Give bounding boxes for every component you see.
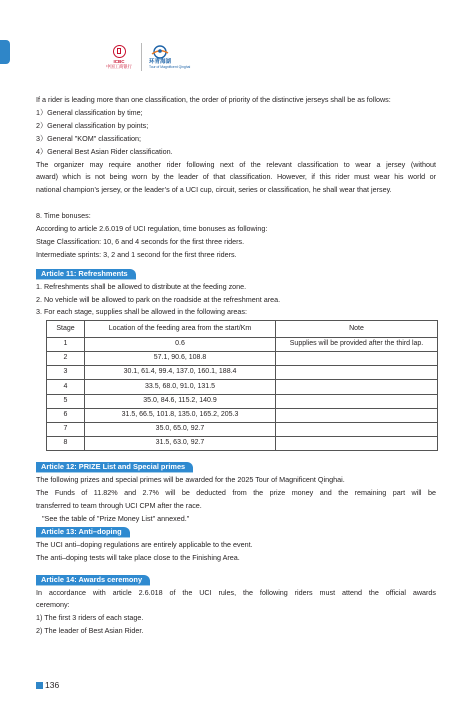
article-11-line: 1. Refreshments shall be allowed to distribute at the feeding zone. (36, 281, 247, 291)
table-row (47, 408, 438, 422)
stage-cell: 1 (47, 337, 85, 351)
stage-cell: 6 (47, 408, 85, 422)
location-cell: 31.5, 63.0, 92.7 (85, 437, 276, 451)
table-row (47, 394, 438, 408)
table-row (47, 337, 438, 351)
article-14-heading: Article 14: Awards ceremony (36, 575, 150, 586)
location-cell: 57.1, 90.6, 108.8 (85, 352, 276, 366)
location-cell: 30.1, 61.4, 99.4, 137.0, 160.1, 188.4 (85, 366, 276, 380)
page-number (36, 680, 59, 690)
article-14-line: In accordance with article 2.6.018 of the UCI rules, the following riders must attend the official awards (36, 587, 436, 597)
tour-logo-name: 环青海湖 (149, 59, 172, 65)
intro-line: award) which is not being worn by the leader of that classification. However, if this rider must wear his world or (36, 172, 436, 182)
tour-logo (149, 45, 190, 69)
note-cell: Supplies will be provided after the third lap. (276, 337, 438, 351)
article-13-line: The UCI anti–doping regulations are entirely applicable to the event. (36, 539, 253, 549)
page-marker-icon (36, 682, 43, 689)
time-bonus-line: According to article 2.6.019 of UCI regulation, time bonuses as following: (36, 224, 268, 234)
article-14-line: 1) The first 3 riders of each stage. (36, 613, 144, 623)
table-row (47, 366, 438, 380)
location-cell: 35.0, 84.6, 115.2, 140.9 (85, 394, 276, 408)
table-row (47, 380, 438, 394)
intro-line: 4）General Best Asian Rider classification. (36, 146, 173, 156)
intro-line: If a rider is leading more than one classification, the order of priority of the distinctive jerseys shall be as follows: (36, 95, 391, 104)
time-bonus-title: 8. Time bonuses: (36, 211, 91, 221)
note-cell (276, 408, 438, 422)
stage-cell: 2 (47, 352, 85, 366)
stage-cell: 4 (47, 380, 85, 394)
intro-line: 2）General classification by points; (36, 120, 149, 130)
note-cell (276, 366, 438, 380)
intro-line: The organizer may require another rider following next of the relevant classification to wear a jersey (without (36, 159, 436, 169)
icbc-emblem-icon (113, 45, 126, 58)
article-11-line: 2. No vehicle will be allowed to park on the roadside at the refreshment area. (36, 294, 281, 304)
header-divider (141, 43, 142, 71)
note-cell (276, 352, 438, 366)
tour-logo-subtitle: Tour of Magnificent Qinghai (149, 65, 191, 69)
note-cell (276, 437, 438, 451)
stage-cell: 5 (47, 394, 85, 408)
location-cell: 0.6 (85, 337, 276, 351)
page-header (104, 42, 190, 72)
icbc-logo (104, 45, 134, 69)
article-12-line: The Funds of 11.82% and 2.7% will be deducted from the prize money and the remaining part will be (36, 488, 436, 498)
stage-cell: 3 (47, 366, 85, 380)
table-header-row (47, 321, 438, 338)
article-14-line: ceremony: (36, 600, 70, 610)
note-cell (276, 394, 438, 408)
article-11-heading: Article 11: Refreshments (36, 269, 136, 280)
location-cell: 33.5, 68.0, 91.0, 131.5 (85, 380, 276, 394)
feeding-area-table (46, 320, 438, 451)
article-13-heading: Article 13: Anti–doping (36, 527, 130, 538)
note-cell (276, 423, 438, 437)
article-12-line: transferred to team through UCI CPM after the race. (36, 501, 202, 511)
edge-tab-marker (0, 40, 10, 64)
article-14-line: 2) The leader of Best Asian Rider. (36, 626, 144, 636)
page-number-text: 136 (45, 680, 60, 690)
article-12-heading: Article 12: PRIZE List and Special primes (36, 462, 193, 473)
icbc-name: 中国工商银行 (106, 64, 132, 69)
stage-cell: 7 (47, 423, 85, 437)
time-bonus-line: Intermediate sprints: 3, 2 and 1 second for the first three riders. (36, 249, 237, 259)
article-12-line: "See the table of "Prize Money List" annexed." (42, 514, 190, 524)
column-header-note: Note (276, 321, 438, 338)
article-12-line: The following prizes and special primes will be awarded for the 2025 Tour of Magnificent Qinghai. (36, 475, 345, 485)
time-bonus-line: Stage Classification: 10, 6 and 4 seconds for the first three riders. (36, 236, 245, 246)
tour-emblem-icon (149, 45, 171, 59)
icbc-abbr: ICBC (113, 59, 125, 64)
intro-line: 3）General "KOM" classification; (36, 133, 141, 143)
note-cell (276, 380, 438, 394)
article-13-line: The anti–doping tests will take place close to the Finishing Area. (36, 552, 240, 562)
table-row (47, 437, 438, 451)
location-cell: 35.0, 65.0, 92.7 (85, 423, 276, 437)
intro-line: 1）General classification by time; (36, 107, 143, 117)
intro-line: national champion’s jersey, or the leader’s of a UCI cup, circuit, series or classification, he shall wear that jersey. (36, 185, 392, 195)
article-11-line: 3. For each stage, supplies shall be allowed in the following areas: (36, 307, 247, 317)
location-cell: 31.5, 66.5, 101.8, 135.0, 165.2, 205.3 (85, 408, 276, 422)
column-header-location: Location of the feeding area from the start/Km (85, 321, 276, 338)
column-header-stage: Stage (47, 321, 85, 338)
table-row (47, 423, 438, 437)
stage-cell: 8 (47, 437, 85, 451)
page-body (36, 94, 436, 638)
table-row (47, 352, 438, 366)
